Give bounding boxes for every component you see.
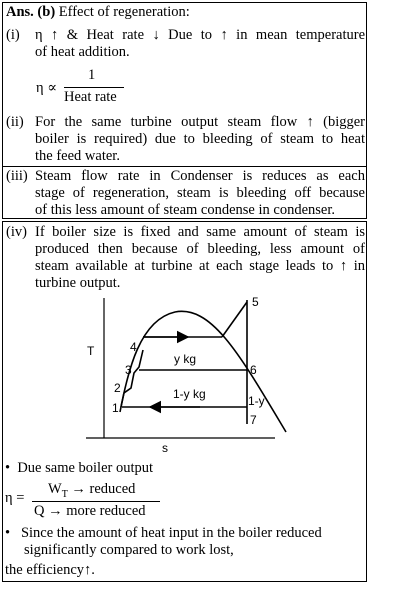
one-minus-y-kg-label: 1-y kg <box>173 387 206 401</box>
formula-denominator: Heat rate <box>64 89 117 105</box>
point-7-label: 7 <box>250 413 257 427</box>
efficiency-denominator: Q → more reduced <box>34 503 146 519</box>
item-i-line1: η ↑ & Heat rate ↓ Due to ↑ in mean temperature <box>35 27 365 43</box>
answer-heading-text: Effect of regeneration: <box>55 4 190 20</box>
efficiency-lhs: η = <box>5 490 25 506</box>
bullet-2: • Since the amount of heat input in the boiler reduced <box>5 525 322 541</box>
item-iv-line3: steam available at turbine at each stage leads to ↑ in <box>35 258 365 274</box>
item-i-line2: of heat addition. <box>35 44 130 60</box>
item-ii-line1: For the same turbine output steam flow ↑ (bigger <box>35 114 365 130</box>
bullet-2-line2: significantly compared to work lost, <box>24 542 234 558</box>
axis-x-label: s <box>162 441 168 455</box>
feed-water-line <box>121 350 143 407</box>
item-iv-line2: produced then because of bleeding, less amount of <box>35 241 365 257</box>
point-5-label: 5 <box>252 295 259 309</box>
bullet-2-line1: Since the amount of heat input in the boiler reduced <box>20 525 322 541</box>
item-iv-line1: If boiler size is fixed and same amount of steam is <box>35 224 365 240</box>
point-6-label: 6 <box>250 363 257 377</box>
item-iv-line4: turbine output. <box>35 275 121 291</box>
formula-lhs: η ∝ <box>36 80 58 96</box>
item-i-marker: (i) <box>6 27 20 43</box>
efficiency-numerator <box>48 481 135 503</box>
point-4-label: 4 <box>130 340 137 354</box>
item-iii-marker: (iii) <box>6 168 28 184</box>
item-ii-line3: the feed water. <box>35 148 120 164</box>
axis-y-label: T <box>87 344 95 358</box>
item-iii-line1: Steam flow rate in Condenser is reduces as each <box>35 168 365 184</box>
item-ii-marker: (ii) <box>6 114 24 130</box>
conclusion-line: the efficiency↑. <box>5 562 95 578</box>
bullet-1: • Due same boiler output <box>5 460 154 476</box>
point-1-label: 1 <box>112 401 119 415</box>
point-2-label: 2 <box>114 381 121 395</box>
y-kg-label: y kg <box>174 352 197 366</box>
item-iii-line2: stage of regeneration, steam is bleeding off because <box>35 185 365 201</box>
efficiency-fraction-bar <box>32 501 160 502</box>
bullet-1-text: Due same boiler output <box>17 460 154 476</box>
superheat-line <box>222 302 247 337</box>
formula-numerator: 1 <box>88 67 96 83</box>
point-3-label: 3 <box>125 363 132 377</box>
answer-label: Ans. (b) <box>6 4 56 20</box>
saturation-dome <box>120 311 286 432</box>
work-subscript: T <box>61 488 68 500</box>
numerator-text: → reduced <box>67 481 136 497</box>
item-iv-marker: (iv) <box>6 224 27 240</box>
work-symbol: W <box>48 481 62 497</box>
item-ii-line2: boiler is required) due to bleeding of steam to heat <box>35 131 365 147</box>
item-iii-line3: of this less amount of steam condense in condenser. <box>35 202 336 218</box>
one-minus-y-label: 1-y <box>248 394 265 408</box>
